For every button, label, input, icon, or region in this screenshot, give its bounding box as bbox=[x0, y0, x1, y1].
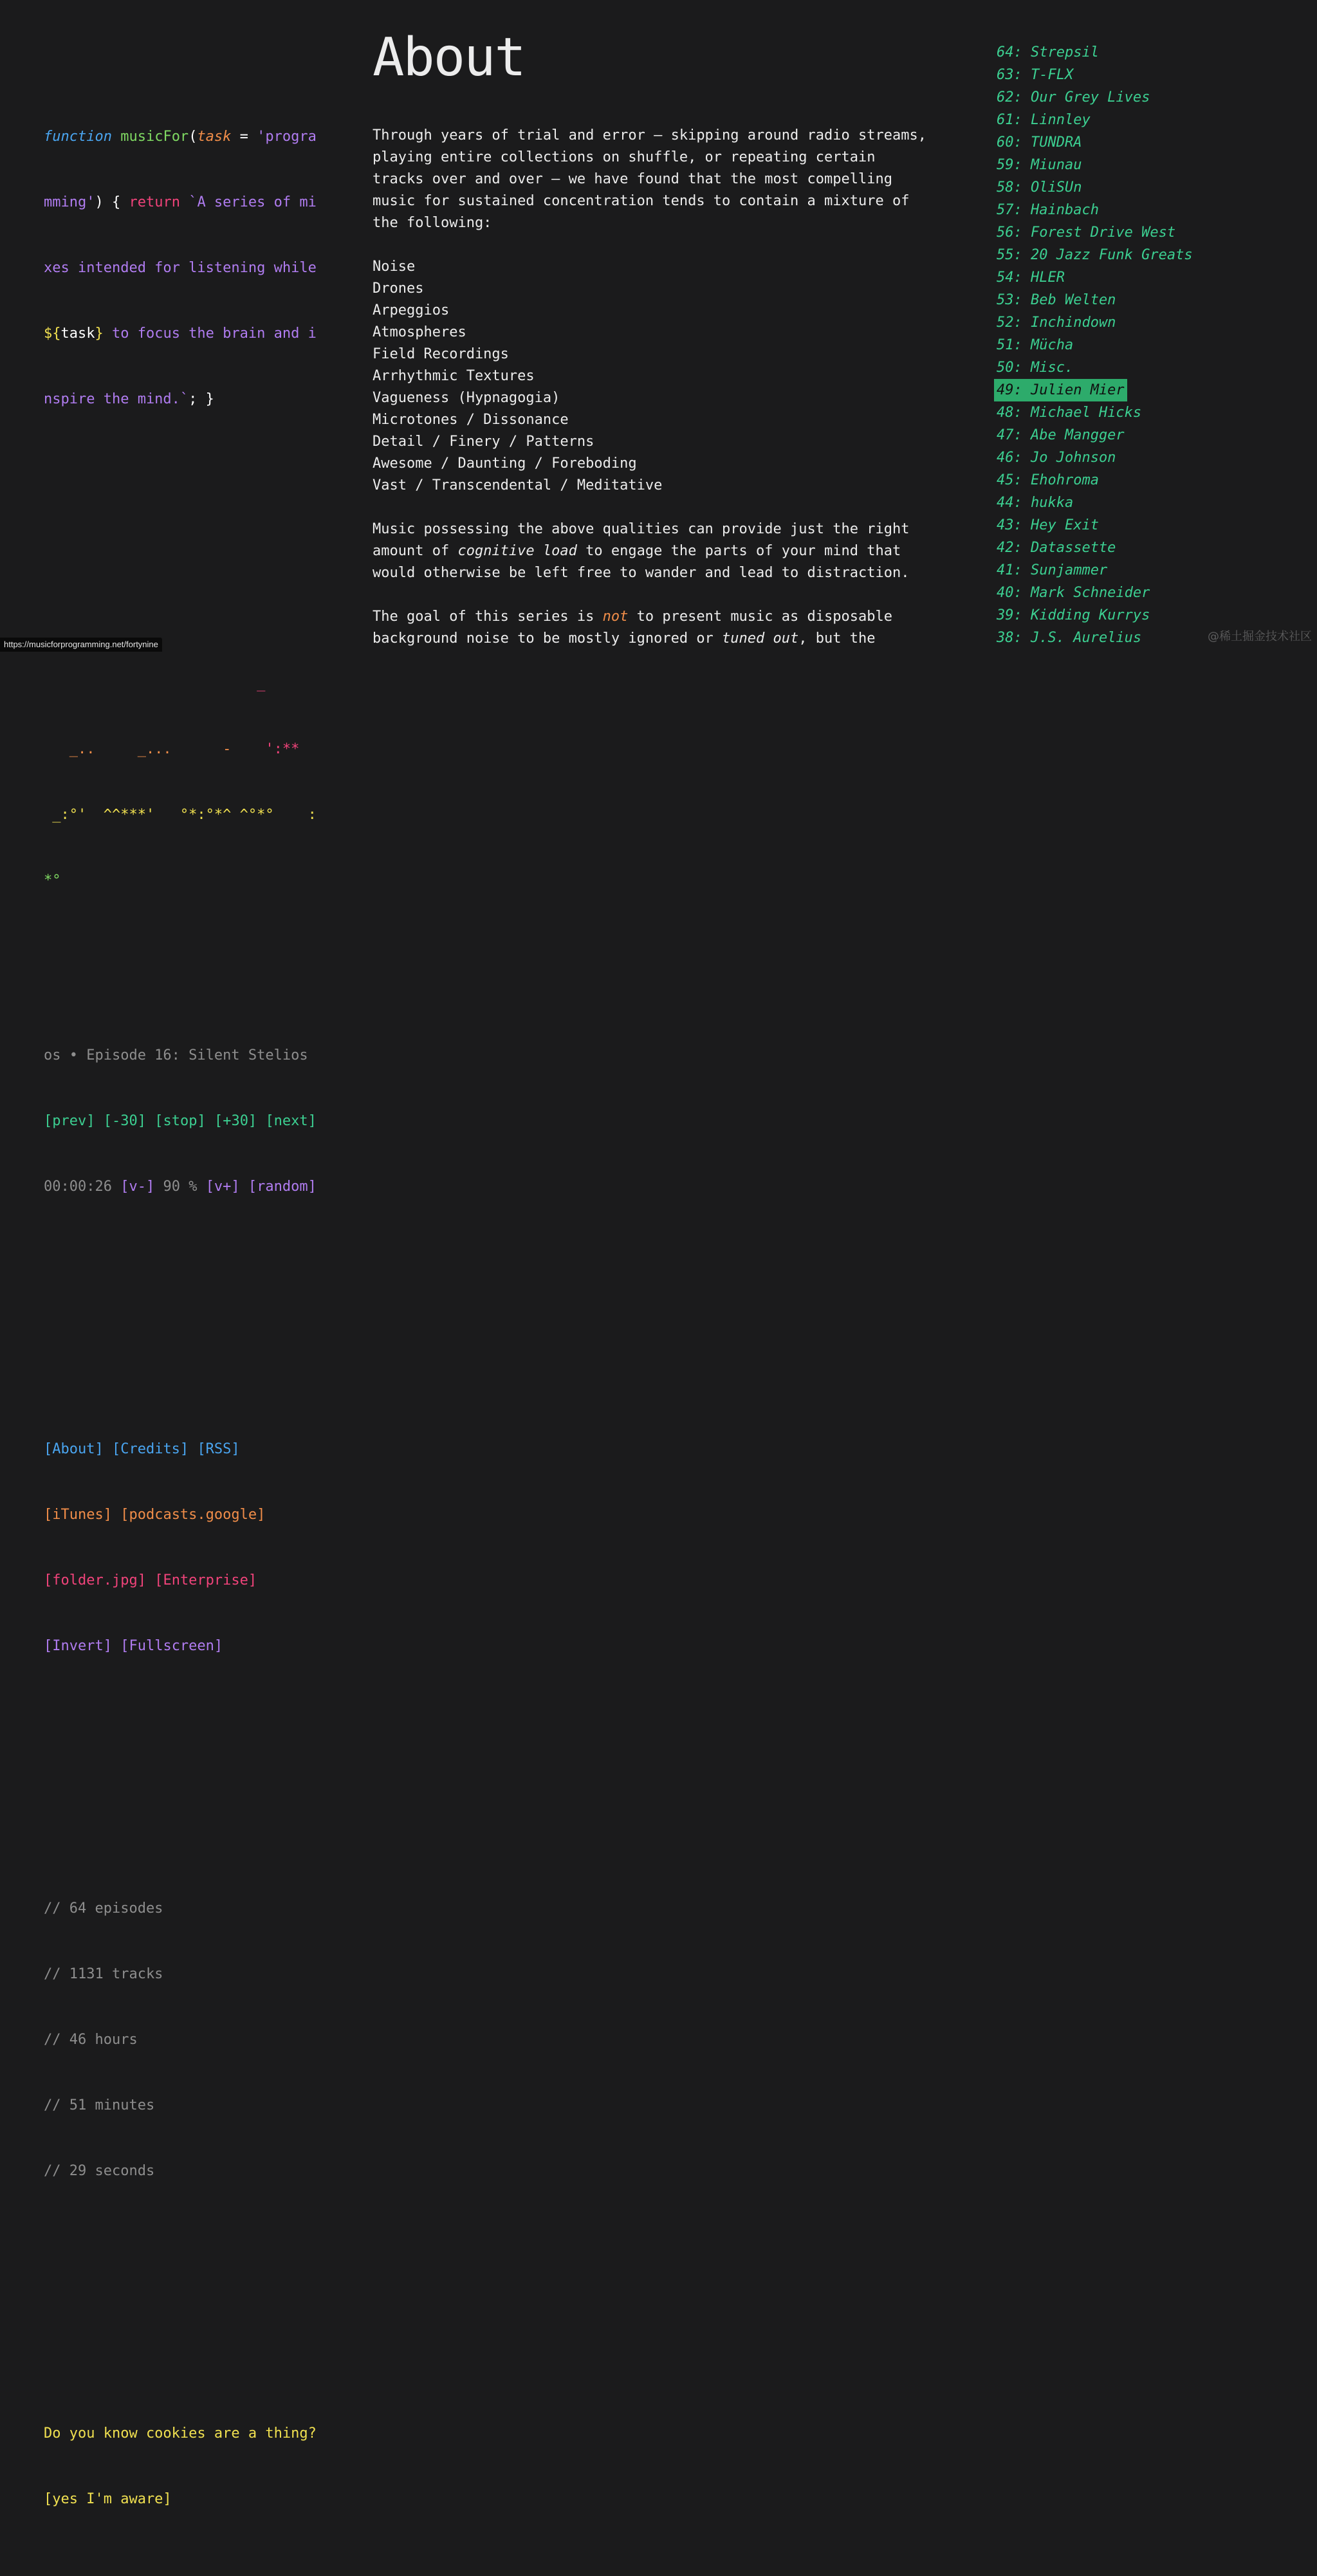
quality-item: Vast / Transcendental / Meditative bbox=[373, 477, 663, 493]
episode-link[interactable]: 52: Inchindown bbox=[997, 315, 1116, 331]
list-item bbox=[997, 379, 1280, 401]
stat-episodes: // 64 episodes bbox=[44, 1900, 163, 1917]
list-item bbox=[997, 266, 1280, 289]
episode-link[interactable]: 53: Beb Welten bbox=[997, 292, 1116, 308]
ascii-line-1: _ bbox=[44, 676, 266, 692]
quality-item: Arrhythmic Textures bbox=[373, 368, 535, 384]
podcasts-google-link[interactable]: [podcasts.google] bbox=[120, 1507, 266, 1523]
about-link[interactable]: [About] bbox=[44, 1441, 104, 1457]
list-item bbox=[997, 559, 1280, 582]
list-item bbox=[997, 334, 1280, 356]
list-item bbox=[997, 604, 1280, 627]
episode-link[interactable]: 62: Our Grey Lives bbox=[997, 89, 1150, 106]
list-item bbox=[997, 64, 1280, 86]
para3-text-c: , but the bbox=[798, 630, 876, 647]
watermark: @稀土掘金技术社区 bbox=[1208, 630, 1312, 643]
stop-button[interactable]: [stop] bbox=[154, 1113, 206, 1129]
quality-item: Arpeggios bbox=[373, 302, 450, 318]
quality-item: Drones bbox=[373, 281, 424, 297]
nav-links bbox=[44, 1395, 330, 1701]
fullscreen-button[interactable]: [Fullscreen] bbox=[120, 1638, 223, 1654]
ascii-line-2b: ':** bbox=[265, 741, 300, 757]
sidebar bbox=[44, 39, 330, 2576]
rewind-30-button[interactable]: [-30] bbox=[103, 1113, 146, 1129]
invert-button[interactable]: [Invert] bbox=[44, 1638, 112, 1654]
cookie-accept-button[interactable]: [yes I'm aware] bbox=[44, 2491, 172, 2507]
episode-link-active[interactable]: 49: Julien Mier bbox=[994, 379, 1127, 401]
enterprise-link[interactable]: [Enterprise] bbox=[154, 1572, 257, 1588]
episode-link[interactable]: 42: Datassette bbox=[997, 540, 1116, 556]
now-playing-title: os • Episode 16: Silent Stelios bbox=[44, 1047, 308, 1063]
episode-link[interactable]: 40: Mark Schneider bbox=[997, 585, 1150, 601]
next-button[interactable]: [next] bbox=[265, 1113, 317, 1129]
random-button[interactable]: [random] bbox=[248, 1179, 317, 1195]
para3-text-a: The goal of this series is bbox=[373, 609, 603, 625]
list-item bbox=[997, 537, 1280, 559]
code-block bbox=[44, 82, 330, 454]
para2-text-a: Music possessing the above qualities can provide just the right amount of bbox=[373, 521, 910, 559]
ascii-visualizer bbox=[44, 629, 330, 935]
volume-up-button[interactable]: [v+] bbox=[205, 1179, 240, 1195]
list-item bbox=[997, 469, 1280, 492]
code-template-dollar: ${ bbox=[44, 326, 61, 342]
episode-link[interactable]: 51: Mücha bbox=[997, 337, 1074, 353]
list-item bbox=[997, 244, 1280, 266]
list-item bbox=[997, 492, 1280, 514]
episode-link[interactable]: 61: Linnley bbox=[997, 112, 1091, 128]
list-item bbox=[997, 86, 1280, 109]
list-item bbox=[997, 176, 1280, 199]
episode-list bbox=[997, 41, 1280, 649]
list-item bbox=[997, 424, 1280, 446]
para2-emphasis: cognitive load bbox=[457, 543, 577, 559]
quality-item: Noise bbox=[373, 259, 416, 275]
episode-link[interactable]: 56: Forest Drive West bbox=[997, 225, 1176, 241]
para3-text-b: to present music as disposable background noise to be mostly ignored or bbox=[373, 609, 892, 647]
volume-level: 90 % bbox=[163, 1179, 198, 1195]
cookie-notice bbox=[44, 2379, 330, 2554]
code-template-close: } bbox=[95, 326, 104, 342]
episode-link[interactable]: 46: Jo Johnson bbox=[997, 450, 1116, 466]
episode-link[interactable]: 41: Sunjammer bbox=[997, 562, 1108, 578]
status-bar-url: https://musicforprogramming.net/fortynine bbox=[0, 638, 162, 652]
list-item bbox=[997, 514, 1280, 537]
quality-item: Awesome / Daunting / Foreboding bbox=[373, 455, 637, 472]
episode-link[interactable]: 47: Abe Mangger bbox=[997, 427, 1125, 443]
list-item bbox=[997, 41, 1280, 64]
goal-paragraph bbox=[373, 606, 952, 650]
quality-item: Microtones / Dissonance bbox=[373, 412, 569, 428]
code-template-4: nspire the mind.` bbox=[44, 391, 189, 407]
episode-link[interactable]: 38: J.S. Aurelius bbox=[997, 630, 1142, 646]
episode-link[interactable]: 39: Kidding Kurrys bbox=[997, 607, 1150, 623]
code-return: return bbox=[129, 194, 180, 210]
code-equals: = bbox=[231, 129, 257, 145]
list-item bbox=[997, 131, 1280, 154]
code-end: ; } bbox=[189, 391, 214, 407]
list-item bbox=[997, 311, 1280, 334]
elapsed-time: 00:00:26 bbox=[44, 1179, 112, 1195]
page-title: About bbox=[373, 27, 525, 88]
para3-emphasis-not: not bbox=[602, 609, 629, 625]
list-item bbox=[997, 154, 1280, 176]
stat-minutes: // 51 minutes bbox=[44, 2097, 155, 2113]
episode-link[interactable]: 48: Michael Hicks bbox=[997, 405, 1142, 421]
code-template-3: to focus the brain and i bbox=[103, 326, 317, 342]
list-item bbox=[997, 401, 1280, 424]
code-template-2: xes intended for listening while bbox=[44, 260, 317, 276]
code-template-var: task bbox=[60, 326, 95, 342]
code-param: task bbox=[197, 129, 232, 145]
episode-link[interactable]: 44: hukka bbox=[997, 495, 1074, 511]
code-string-1: 'progra bbox=[257, 129, 317, 145]
episode-link[interactable]: 59: Miunau bbox=[997, 157, 1082, 173]
code-brace: ) { bbox=[95, 194, 129, 210]
code-function-name: musicFor bbox=[120, 129, 189, 145]
stat-hours: // 46 hours bbox=[44, 2032, 138, 2048]
forward-30-button[interactable]: [+30] bbox=[214, 1113, 257, 1129]
stat-tracks: // 1131 tracks bbox=[44, 1966, 163, 1982]
cognitive-load-paragraph bbox=[373, 519, 952, 584]
list-item bbox=[997, 356, 1280, 379]
episode-link[interactable]: 54: HLER bbox=[997, 270, 1065, 286]
folder-jpg-link[interactable]: [folder.jpg] bbox=[44, 1572, 146, 1588]
rss-link[interactable]: [RSS] bbox=[197, 1441, 240, 1457]
code-keyword: function bbox=[44, 129, 112, 145]
episode-link[interactable]: 45: Ehohroma bbox=[997, 472, 1099, 488]
code-string-2: mming' bbox=[44, 194, 95, 210]
list-item bbox=[997, 582, 1280, 604]
prev-button[interactable]: [prev] bbox=[44, 1113, 95, 1129]
episode-link[interactable]: 50: Misc. bbox=[997, 360, 1074, 376]
episode-link[interactable]: 58: OliSUn bbox=[997, 179, 1082, 196]
ascii-line-4: *° bbox=[44, 872, 61, 888]
intro-paragraph: Through years of trial and error — skipping around radio streams, playing entire collections on shuffle, or repeating certain tracks over and over — we have found that the most compelling music for sustained concentration tends to contain a mixture of the following: bbox=[373, 127, 926, 231]
quality-item: Vagueness (Hypnagogia) bbox=[373, 390, 560, 406]
episode-link[interactable]: 64: Strepsil bbox=[997, 44, 1099, 60]
quality-item: Field Recordings bbox=[373, 346, 509, 362]
cookie-question: Do you know cookies are a thing? bbox=[44, 2425, 317, 2442]
volume-down-button[interactable]: [v-] bbox=[120, 1179, 155, 1195]
para3-emphasis-tuned-out: tuned out bbox=[722, 630, 799, 647]
code-template-1: `A series of mi bbox=[180, 194, 317, 210]
episode-link[interactable]: 60: TUNDRA bbox=[997, 134, 1082, 151]
list-item bbox=[997, 109, 1280, 131]
stats bbox=[44, 1854, 330, 2226]
ascii-line-2a: _.. _... - bbox=[44, 741, 266, 757]
credits-link[interactable]: [Credits] bbox=[111, 1441, 189, 1457]
episode-link[interactable]: 43: Hey Exit bbox=[997, 517, 1099, 533]
para2-text-b: to engage the parts of your mind that would otherwise be left free to wander and lead to distraction. bbox=[373, 543, 910, 581]
episode-link[interactable]: 63: T-FLX bbox=[997, 67, 1074, 83]
main-content bbox=[373, 26, 952, 650]
list-item bbox=[997, 446, 1280, 469]
qualities-list bbox=[373, 256, 952, 497]
player bbox=[44, 1001, 330, 1242]
episode-link[interactable]: 55: 20 Jazz Funk Greats bbox=[997, 247, 1193, 263]
episode-link[interactable]: 57: Hainbach bbox=[997, 202, 1099, 218]
list-item bbox=[997, 221, 1280, 244]
list-item bbox=[997, 289, 1280, 311]
quality-item: Atmospheres bbox=[373, 324, 466, 340]
quality-item: Detail / Finery / Patterns bbox=[373, 434, 594, 450]
itunes-link[interactable]: [iTunes] bbox=[44, 1507, 112, 1523]
list-item bbox=[997, 199, 1280, 221]
stat-seconds: // 29 seconds bbox=[44, 2163, 155, 2179]
ascii-line-3: _:°' ^^***' °*:°*^ ^°*° : bbox=[44, 807, 317, 823]
code-paren: ( bbox=[189, 129, 198, 145]
